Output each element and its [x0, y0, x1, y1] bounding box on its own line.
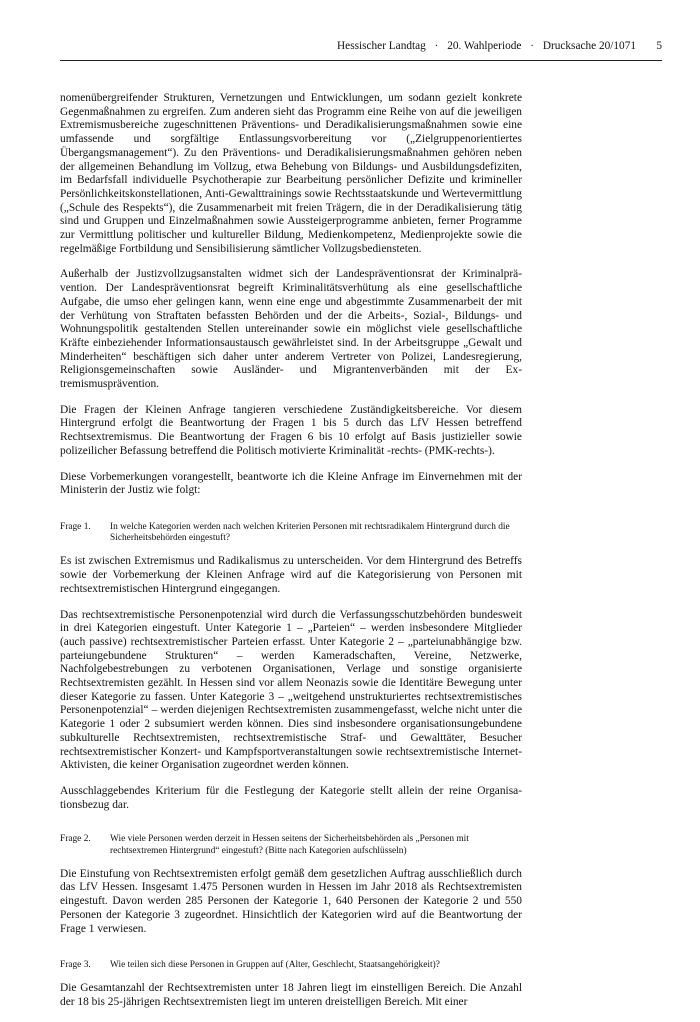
page-number: 5	[656, 40, 662, 52]
answer-paragraph: Es ist zwischen Extremismus und Radikalismus zu unterscheiden. Vor dem Hintergrund des Betreffs sowie der Vorbemerkung der Kleinen Anfrage wird auf die Kategorisierung von Personen mit rechtsextremistischen Hintergrund eingegangen.	[60, 555, 522, 595]
question-label: Frage 2.	[60, 834, 91, 845]
body-paragraph: Außerhalb der Justizvollzugsanstalten widmet sich der Landespräventionsrat der Kriminalprävention. Der Landespräventionsrat begreift Kriminalitätsverhütung als eine gesellschaftliche Aufgabe, die umso eher gelingen kann, wenn eine enge und abgestimmte Zusammenarbeit der mit der Verhütung von Straftaten befassten Behörden und der die Arbeits-, Sozial-, Bildungs- und Wohnungspolitik gestaltenden Stellen untereinander sowie ein möglichst viele gesellschaftliche Kräfte einbeziehender Informationsaustausch gewährleistet sind. In der Arbeitsgruppe „Gewalt und Minderheiten“ beschäftigen sich daher unter anderem Vertreter von Polizei, Landesregierung, Religionsgemeinschaften sowie Ausländer- und Migrantenverbänden mit der Extremismusprävention.	[60, 268, 522, 391]
question-2	[60, 834, 522, 856]
running-header	[60, 40, 662, 58]
answer-paragraph: Die Gesamtanzahl der Rechtsextremisten unter 18 Jahren liegt im einstelligen Bereich. Die Anzahl der 18 bis 25-jährigen Rechtsextremisten liegt im unteren dreistelligen Bereich. Mit einer	[60, 982, 522, 1009]
question-text: Wie teilen sich diese Personen in Gruppen auf (Alter, Geschlecht, Staatsangehörigkeit)?	[110, 960, 440, 971]
answer-paragraph: Die Einstufung von Rechtsextremisten erfolgt gemäß dem gesetzlichen Auftrag ausschließlich durch das LfV Hessen. Insgesamt 1.475 Personen wurden in Hessen im Jahr 2018 als Rechtsextremisten eingestuft. Davon werden 285 Personen der Kategorie 1, 640 Personen der Kategorie 2 und 550 Personen der Kategorie 3 zugeordnet. Hinsichtlich der Kategorien wird auf die Beantwortung der Frage 1 verwiesen.	[60, 867, 522, 935]
body-paragraph: nomenübergreifender Strukturen, Vernetzungen und Entwicklungen, um sodann gezielt konkrete Gegenmaßnahmen zu ergreifen. Zum anderen sieht das Programm eine Reihe von auf die jeweiligen Extremismusbereiche zugeschnittenen Präventions- und Deradikalisierungsmaßnahmen sowie eine umfassende und sorgfältige Entlassungsvorbereitung vor („Zielgruppenorientiertes Übergangsmanagement“). Zu den Präventions- und Deradikalisierungsmaßnahmen gehören neben der allgemeinen Behandlung im Vollzug, etwa Behebung von Bildungs- und Ausbildungsdefiziten, im Bedarfsfall individuelle Psychotherapie zur Bearbeitung persönlicher Defizite und krimineller Persönlichkeitskonstellationen, Anti-Gewalttrainings sowie Rechtsstaatskunde und Wertevermittlung („Schule des Respekts“), die Zusammenarbeit mit freien Trägern, die in der Deradikalisierung tätig sind und Gruppen und Einzelmaßnahmen sowie Aussteigerprogramme anbieten, ferner Programme zur Vermittlung politischer und kultureller Bildung, Medienkompetenz, Medienprojekte sowie die regelmäßige Fortbildung und Sensibilisierung sämtlicher Vollzugsbediensteten.	[60, 92, 522, 255]
document-body	[60, 92, 522, 1022]
question-3	[60, 960, 522, 971]
header-rule	[60, 60, 662, 61]
header-separator: ·	[434, 40, 439, 52]
answer-paragraph: Das rechtsextremistische Personenpotenzial wird durch die Verfassungsschutzbehörden bundesweit in drei Kategorien eingestuft. Unter Kategorie 1 – „Parteien“ – werden insbesondere Mitglieder (auch passive) rechtsextremistischer Parteien erfasst. Unter Kategorie 2 – „parteiunabhängige bzw. parteiungebundene Strukturen“ – werden Kameradschaften, Vereine, Netzwerke, Nachfolgebestrebungen zu verbotenen Organisationen, Verlage und sonstige organisierte Rechtsextremisten gezählt. In Hessen sind vor allem Neonazis sowie die Identitäre Bewegung unter dieser Kategorie zu fassen. Unter Kategorie 3 – „weitgehend unstrukturiertes rechtsextremistisches Personenpotenzial“ – werden diejenigen Rechtsextremisten zusammengefasst, welche nicht unter die Kategorie 1 oder 2 subsumiert werden können. Dies sind insbesondere organisationsungebundene subkulturelle Rechtsextremisten, rechtsextremistische Straf- und Gewalttäter, Besucher rechtsextremistischer Konzert- und Kampfsportveranstaltungen sowie rechtsextremistische Internet-Aktivisten, die keiner Organisation zugeordnet werden können.	[60, 608, 522, 772]
header-period: 20. Wahlperiode	[447, 40, 522, 52]
question-1	[60, 522, 522, 544]
body-paragraph: Diese Vorbemerkungen vorangestellt, beantworte ich die Kleine Anfrage im Einvernehmen mit der Ministerin der Justiz wie folgt:	[60, 470, 522, 497]
question-text: Wie viele Personen werden derzeit in Hessen seitens der Sicherheitsbehörden als „Personen mit rechtsextremen Hintergrund“ eingestuft? (Bitte nach Kategorien aufschlüsseln)	[110, 834, 469, 856]
body-paragraph: Die Fragen der Kleinen Anfrage tangieren verschiedene Zuständigkeitsbereiche. Vor diesem Hintergrund erfolgt die Beantwortung der Fragen 1 bis 5 durch das LfV Hessen betreffend Rechtsextremismus. Die Beantwortung der Fragen 6 bis 10 erfolgt auf Basis justizieller sowie polizeilicher Befassung betreffend die Politisch motivierte Kriminalität -rechts- (PMK-rechts-).	[60, 403, 522, 457]
header-document-number: Drucksache 20/1071	[542, 40, 636, 52]
answer-paragraph: Ausschlaggebendes Kriterium für die Festlegung der Kategorie stellt allein der reine Organisationsbezug dar.	[60, 784, 522, 811]
header-text	[337, 40, 636, 52]
header-parliament: Hessischer Landtag	[337, 40, 426, 52]
question-label: Frage 3.	[60, 960, 91, 971]
question-label: Frage 1.	[60, 521, 91, 532]
question-text: In welche Kategorien werden nach welchen Kriterien Personen mit rechtsradikalem Hintergrund durch die Sicherheitsbehörden eingestuft?	[110, 521, 510, 544]
header-separator: ·	[530, 40, 534, 52]
